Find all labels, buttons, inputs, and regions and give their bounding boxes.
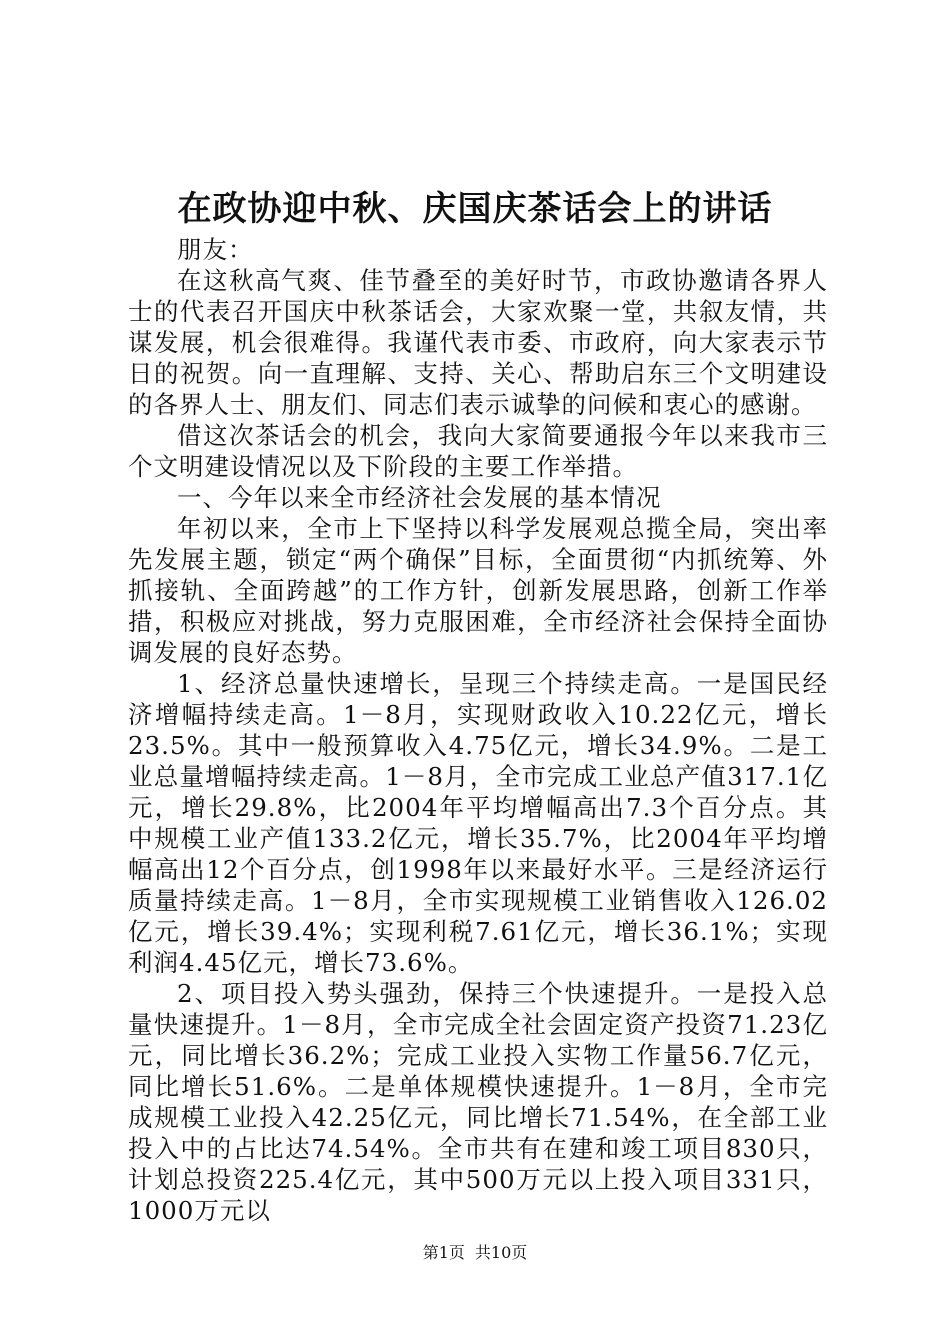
paragraph: 在这秋高气爽、佳节叠至的美好时节，市政协邀请各界人士的代表召开国庆中秋茶话会，大家欢聚一堂，共叙友情，共谋发展，机会很难得。我谨代表市委、市政府，向大家表示节日的祝贺。向一直理解、支持、关心、帮助启东三个文明建设的各界人士、朋友们、同志们表示诚挚的问候和衷心的感谢。 xyxy=(128,266,828,419)
page-total: 共10页 xyxy=(474,1243,528,1262)
paragraph: 1、经济总量快速增长，呈现三个持续走高。一是国民经济增幅持续走高。1－8月，实现财政收入10.22亿元，增长23.5%。其中一般预算收入4.75亿元，增长34.9%。二是工业总量增幅持续走高。1－8月，全市完成工业总产值317.1亿元，增长29.8%，比2004年平均增幅高出7.3个百分点。其中规模工业产值133.2亿元，增长35.7%，比2004年平均增幅高出12个百分点，创1998年以来最好水平。三是经济运行质量持续走高。1－8月，全市实现规模工业销售收入126.02亿元，增长39.4%；实现利税7.61亿元，增长36.1%；实现利润4.45亿元，增长73.6%。 xyxy=(128,669,828,977)
page-number: 第1页 xyxy=(422,1243,465,1262)
page-footer xyxy=(0,1242,950,1264)
paragraph: 年初以来，全市上下坚持以科学发展观总揽全局，突出率先发展主题，锁定“两个确保”目标，全面贯彻“内抓统筹、外抓接轨、全面跨越”的工作方针，创新发展思路，创新工作举措，积极应对挑战，努力克服困难，全市经济社会保持全面协调发展的良好态势。 xyxy=(128,514,828,667)
salutation: 朋友： xyxy=(177,235,254,264)
paragraph: 借这次茶话会的机会，我向大家简要通报今年以来我市三个文明建设情况以及下阶段的主要工作举措。 xyxy=(128,421,828,481)
document-title: 在政协迎中秋、庆国庆茶话会上的讲话 xyxy=(177,189,773,229)
document-body xyxy=(128,234,828,1226)
section-heading: 一、今年以来全市经济社会发展的基本情况 xyxy=(177,483,662,512)
paragraph: 2、项目投入势头强劲，保持三个快速提升。一是投入总量快速提升。1－8月，全市完成全社会固定资产投资71.23亿元，同比增长36.2%；完成工业投入实物工作量56.7亿元，同比增长51.6%。二是单体规模快速提升。1－8月，全市完成规模工业投入42.25亿元，同比增长71.54%，在全部工业投入中的占比达74.54%。全市共有在建和竣工项目830只，计划总投资225.4亿元，其中500万元以上投入项目331只，1000万元以 xyxy=(128,979,828,1225)
